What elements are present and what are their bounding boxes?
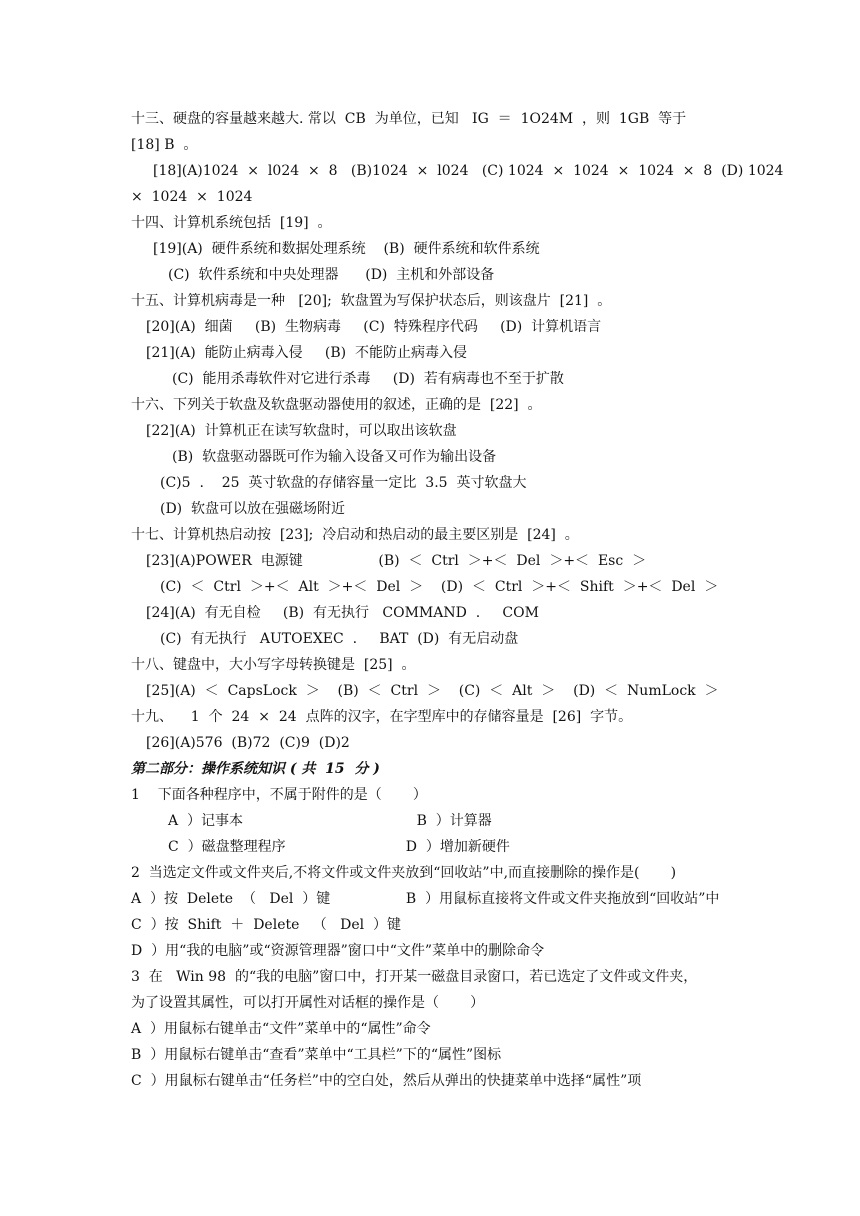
- text-line: A ）记事本 B ）计算器: [168, 813, 492, 829]
- text-line: [25](A) ＜ CapsLock ＞ (B) ＜ Ctrl ＞ (C) ＜ Alt ＞ (D) ＜ NumLock ＞: [146, 683, 719, 699]
- text-line: 十五、计算机病毒是一种 [20]; 软盘置为写保护状态后，则该盘片 [21] 。: [131, 293, 612, 309]
- text-line: (B) 软盘驱动器既可作为输入设备又可作为输出设备: [172, 449, 497, 465]
- text-line: (C) ＜ Ctrl ＞+＜ Alt ＞+＜ Del ＞ (D) ＜ Ctrl ＞+＜ Shift ＞+＜ Del ＞: [160, 579, 719, 595]
- text-line: 十三、硬盘的容量越来越大. 常以 CB 为单位，已知 IG ＝ 1O24M ，则 1GB 等于: [131, 111, 687, 127]
- text-line: [24](A) 有无自检 (B) 有无执行 COMMAND . COM: [146, 605, 539, 621]
- text-line: (C) 软件系统和中央处理器 (D) 主机和外部设备: [168, 267, 495, 283]
- text-line: [18] B 。: [131, 137, 198, 153]
- text-line: (C) 能用杀毒软件对它进行杀毒 (D) 若有病毒也不至于扩散: [172, 371, 564, 387]
- text-line: [18](A)1024 × l024 × 8 (B)1024 × l024 (C) 1024 × 1024 × 1024 × 8 (D) 1024: [153, 163, 784, 179]
- text-line: [20](A) 细菌 (B) 生物病毒 (C) 特殊程序代码 (D) 计算机语言: [146, 319, 602, 335]
- text-line: (C) 有无执行 AUTOEXEC . BAT (D) 有无启动盘: [160, 631, 519, 647]
- text-line: [21](A) 能防止病毒入侵 (B) 不能防止病毒入侵: [146, 345, 468, 361]
- text-line: C ）用鼠标右键单击“任务栏”中的空白处，然后从弹出的快捷菜单中选择“属性”项: [131, 1073, 642, 1089]
- text-line: (D) 软盘可以放在强磁场附近: [160, 501, 346, 517]
- text-line: [22](A) 计算机正在读写软盘时，可以取出该软盘: [146, 423, 457, 439]
- text-line: C ）按 Shift ＋ Delete （ Del ）键: [131, 917, 401, 933]
- text-line: [26](A)576 (B)72 (C)9 (D)2: [146, 735, 350, 751]
- text-line: B ）用鼠标右键单击“查看”菜单中“工具栏”下的“属性”图标: [131, 1047, 502, 1063]
- text-line: 十七、计算机热启动按 [23]; 冷启动和热启动的最主要区别是 [24] 。: [131, 527, 579, 543]
- text-line: [19](A) 硬件系统和数据处理系统 (B) 硬件系统和软件系统: [153, 241, 540, 257]
- text-line: A ）用鼠标右键单击“文件”菜单中的“属性”命令: [131, 1021, 431, 1037]
- text-line: 十八、键盘中，大小写字母转换键是 [25] 。: [131, 657, 416, 673]
- text-line: (C)5 . 25 英寸软盘的存储容量一定比 3.5 英寸软盘大: [160, 475, 527, 491]
- text-line: × 1024 × 1024: [131, 189, 253, 205]
- text-line: 为了设置其属性，可以打开属性对话框的操作是（ ）: [131, 995, 485, 1011]
- text-line: 3 在 Win 98 的“我的电脑”窗口中，打开某一磁盘目录窗口，若已选定了文件或文件夹，: [131, 969, 698, 985]
- text-line: 2 当选定文件或文件夹后,不将文件或文件夹放到“回收站”中,而直接删除的操作是( ): [131, 865, 677, 881]
- text-line: 十六、下列关于软盘及软盘驱动器使用的叙述，正确的是 [22] 。: [131, 397, 542, 413]
- text-line: D ）用“我的电脑”或“资源管理器”窗口中“文件”菜单中的删除命令: [131, 943, 545, 959]
- text-line: 1 下面各种程序中，不属于附件的是（ ）: [131, 787, 427, 803]
- text-line: [23](A)POWER 电源键 (B) ＜ Ctrl ＞+＜ Del ＞+＜ Esc ＞: [146, 553, 647, 569]
- section-heading: 第二部分：操作系统知识 ( 共 15 分 ): [131, 761, 380, 777]
- text-line: C ）磁盘整理程序 D ）增加新硬件: [168, 839, 510, 855]
- text-line: 十九、 1 个 24 × 24 点阵的汉字，在字型库中的存储容量是 [26] 字节。: [131, 709, 633, 725]
- text-line: A ）按 Delete （ Del ）键 B ）用鼠标直接将文件或文件夹拖放到“回收站”中: [131, 891, 720, 907]
- text-line: 十四、计算机系统包括 [19] 。: [131, 215, 332, 231]
